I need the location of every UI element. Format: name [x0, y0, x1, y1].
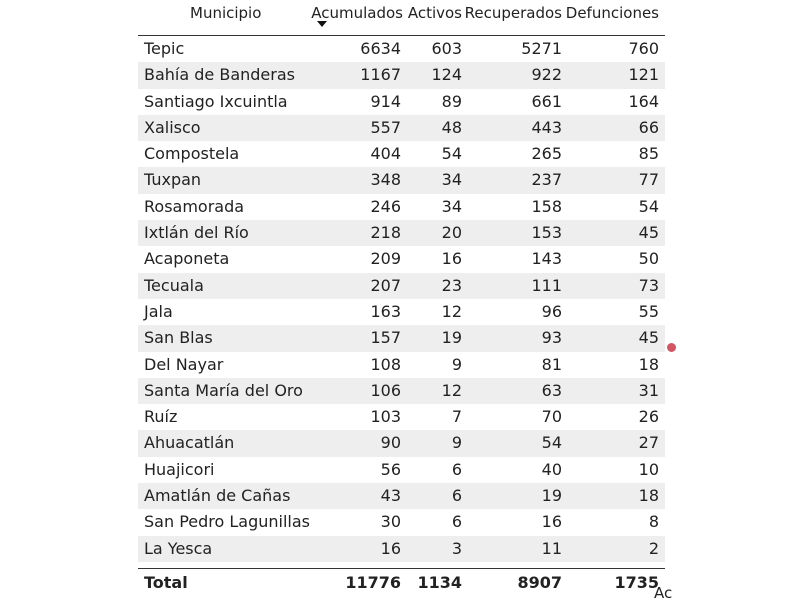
- total-row: [138, 568, 665, 596]
- table-row[interactable]: [138, 62, 665, 88]
- cell-defunciones: 121: [628, 65, 659, 85]
- cell-defunciones: 54: [638, 196, 659, 216]
- cell-recuperados: 81: [541, 354, 562, 374]
- cell-activos: 19: [441, 328, 462, 348]
- cell-acumulados: 557: [370, 117, 401, 137]
- covid-table: [138, 0, 665, 596]
- cell-recuperados: 661: [531, 91, 562, 111]
- cell-activos: 7: [451, 407, 462, 427]
- cell-activos: 12: [441, 301, 462, 321]
- cell-acumulados: 218: [370, 223, 401, 243]
- cell-recuperados: 153: [531, 223, 562, 243]
- cell-municipio: Rosamorada: [144, 196, 245, 216]
- cell-activos: 603: [431, 39, 462, 58]
- cell-acumulados: 404: [370, 144, 401, 164]
- table-row[interactable]: [138, 352, 665, 378]
- cell-activos: 48: [441, 117, 462, 137]
- cell-municipio: Ruíz: [144, 407, 178, 427]
- header-municipio[interactable]: Municipio: [190, 4, 262, 22]
- cell-defunciones: 85: [638, 144, 659, 164]
- cell-municipio: San Pedro Lagunillas: [144, 512, 310, 532]
- cell-municipio: Jala: [144, 301, 173, 321]
- cell-recuperados: 158: [531, 196, 562, 216]
- corner-text: Ac: [654, 584, 673, 600]
- table-row[interactable]: [138, 141, 665, 167]
- cell-recuperados: 70: [541, 407, 562, 427]
- total-label: Total: [144, 572, 188, 592]
- scroll-indicator[interactable]: [667, 343, 676, 352]
- table-row[interactable]: [138, 246, 665, 272]
- cell-acumulados: 157: [370, 328, 401, 348]
- cell-activos: 9: [451, 354, 462, 374]
- table-row[interactable]: [138, 509, 665, 535]
- table-header: [138, 0, 665, 36]
- cell-recuperados: 19: [541, 486, 562, 506]
- cell-activos: 6: [451, 459, 462, 479]
- cell-defunciones: 164: [628, 91, 659, 111]
- cell-recuperados: 265: [531, 144, 562, 164]
- cell-acumulados: 43: [380, 486, 401, 506]
- cell-acumulados: 207: [370, 275, 401, 295]
- cell-activos: 34: [441, 196, 462, 216]
- cell-recuperados: 443: [531, 117, 562, 137]
- cell-municipio: Bahía de Banderas: [144, 65, 295, 85]
- cell-activos: 3: [451, 538, 462, 558]
- table-row[interactable]: [138, 115, 665, 141]
- total-defunciones: 1735: [614, 572, 659, 592]
- cell-acumulados: 30: [380, 512, 401, 532]
- cell-defunciones: 50: [638, 249, 659, 269]
- cell-recuperados: 63: [541, 380, 562, 400]
- table-row[interactable]: [138, 536, 665, 562]
- cell-acumulados: 103: [370, 407, 401, 427]
- cell-activos: 20: [441, 223, 462, 243]
- cell-acumulados: 163: [370, 301, 401, 321]
- cell-activos: 12: [441, 380, 462, 400]
- cell-defunciones: 18: [638, 354, 659, 374]
- table-body: [138, 36, 665, 562]
- cell-municipio: Santa María del Oro: [144, 380, 303, 400]
- cell-recuperados: 11: [541, 538, 562, 558]
- cell-municipio: Compostela: [144, 144, 240, 164]
- cell-defunciones: 2: [648, 538, 659, 558]
- cell-acumulados: 106: [370, 380, 401, 400]
- cell-defunciones: 45: [638, 328, 659, 348]
- table-row[interactable]: [138, 430, 665, 456]
- cell-municipio: San Blas: [144, 328, 213, 348]
- cell-recuperados: 93: [541, 328, 562, 348]
- total-acumulados: 11776: [345, 572, 401, 592]
- cell-defunciones: 760: [628, 39, 659, 58]
- table-row[interactable]: [138, 483, 665, 509]
- cell-acumulados: 209: [370, 249, 401, 269]
- table-row[interactable]: [138, 167, 665, 193]
- header-activos[interactable]: Activos: [407, 4, 462, 22]
- cell-defunciones: 66: [638, 117, 659, 137]
- cell-municipio: Xalisco: [144, 117, 201, 137]
- cell-municipio: Tepic: [144, 39, 185, 58]
- table-row[interactable]: [138, 194, 665, 220]
- sort-desc-icon[interactable]: [317, 21, 327, 27]
- table-row[interactable]: [138, 273, 665, 299]
- cell-municipio: Acaponeta: [144, 249, 230, 269]
- cell-recuperados: 40: [541, 459, 562, 479]
- cell-municipio: La Yesca: [144, 538, 213, 558]
- cell-defunciones: 18: [638, 486, 659, 506]
- table-row[interactable]: [138, 220, 665, 246]
- cell-municipio: Huajicori: [144, 459, 215, 479]
- cell-acumulados: 90: [380, 433, 401, 453]
- cell-municipio: Tuxpan: [144, 170, 202, 190]
- cell-activos: 23: [441, 275, 462, 295]
- cell-defunciones: 45: [638, 223, 659, 243]
- cell-activos: 124: [431, 65, 462, 85]
- table-row[interactable]: [138, 457, 665, 483]
- cell-activos: 6: [451, 486, 462, 506]
- cell-activos: 16: [441, 249, 462, 269]
- cell-defunciones: 10: [638, 459, 659, 479]
- table-row[interactable]: [138, 299, 665, 325]
- cell-municipio: Tecuala: [144, 275, 204, 295]
- cell-activos: 54: [441, 144, 462, 164]
- cell-recuperados: 237: [531, 170, 562, 190]
- cell-recuperados: 111: [531, 275, 562, 295]
- cell-municipio: Santiago Ixcuintla: [144, 91, 288, 111]
- total-activos: 1134: [417, 572, 462, 592]
- cell-municipio: Del Nayar: [144, 354, 224, 374]
- table-row[interactable]: [138, 89, 665, 115]
- cell-defunciones: 77: [638, 170, 659, 190]
- cell-defunciones: 26: [638, 407, 659, 427]
- cell-acumulados: 1167: [360, 65, 401, 85]
- cell-activos: 6: [451, 512, 462, 532]
- cell-acumulados: 348: [370, 170, 401, 190]
- cell-recuperados: 5271: [521, 39, 562, 58]
- cell-defunciones: 8: [648, 512, 659, 532]
- cell-defunciones: 55: [638, 301, 659, 321]
- cell-defunciones: 27: [638, 433, 659, 453]
- cell-recuperados: 143: [531, 249, 562, 269]
- table-row[interactable]: [138, 378, 665, 404]
- cell-municipio: Ahuacatlán: [144, 433, 235, 453]
- header-recuperados[interactable]: Recuperados: [464, 4, 562, 22]
- header-acumulados[interactable]: Acumulados: [311, 4, 403, 22]
- cell-recuperados: 54: [541, 433, 562, 453]
- cell-acumulados: 914: [370, 91, 401, 111]
- cell-acumulados: 56: [380, 459, 401, 479]
- cell-acumulados: 6634: [360, 39, 401, 58]
- total-recuperados: 8907: [517, 572, 562, 592]
- table-row[interactable]: [138, 404, 665, 430]
- cell-defunciones: 31: [638, 380, 659, 400]
- cell-recuperados: 96: [541, 301, 562, 321]
- cell-activos: 89: [441, 91, 462, 111]
- table-row[interactable]: [138, 36, 665, 62]
- cell-recuperados: 922: [531, 65, 562, 85]
- cell-municipio: Amatlán de Cañas: [144, 486, 291, 506]
- cell-acumulados: 108: [370, 354, 401, 374]
- table-row[interactable]: [138, 325, 665, 351]
- cell-acumulados: 16: [380, 538, 401, 558]
- cell-defunciones: 73: [638, 275, 659, 295]
- cell-activos: 34: [441, 170, 462, 190]
- header-defunciones[interactable]: Defunciones: [565, 4, 659, 22]
- cell-acumulados: 246: [370, 196, 401, 216]
- cell-municipio: Ixtlán del Río: [144, 223, 249, 243]
- cell-recuperados: 16: [541, 512, 562, 532]
- cell-activos: 9: [451, 433, 462, 453]
